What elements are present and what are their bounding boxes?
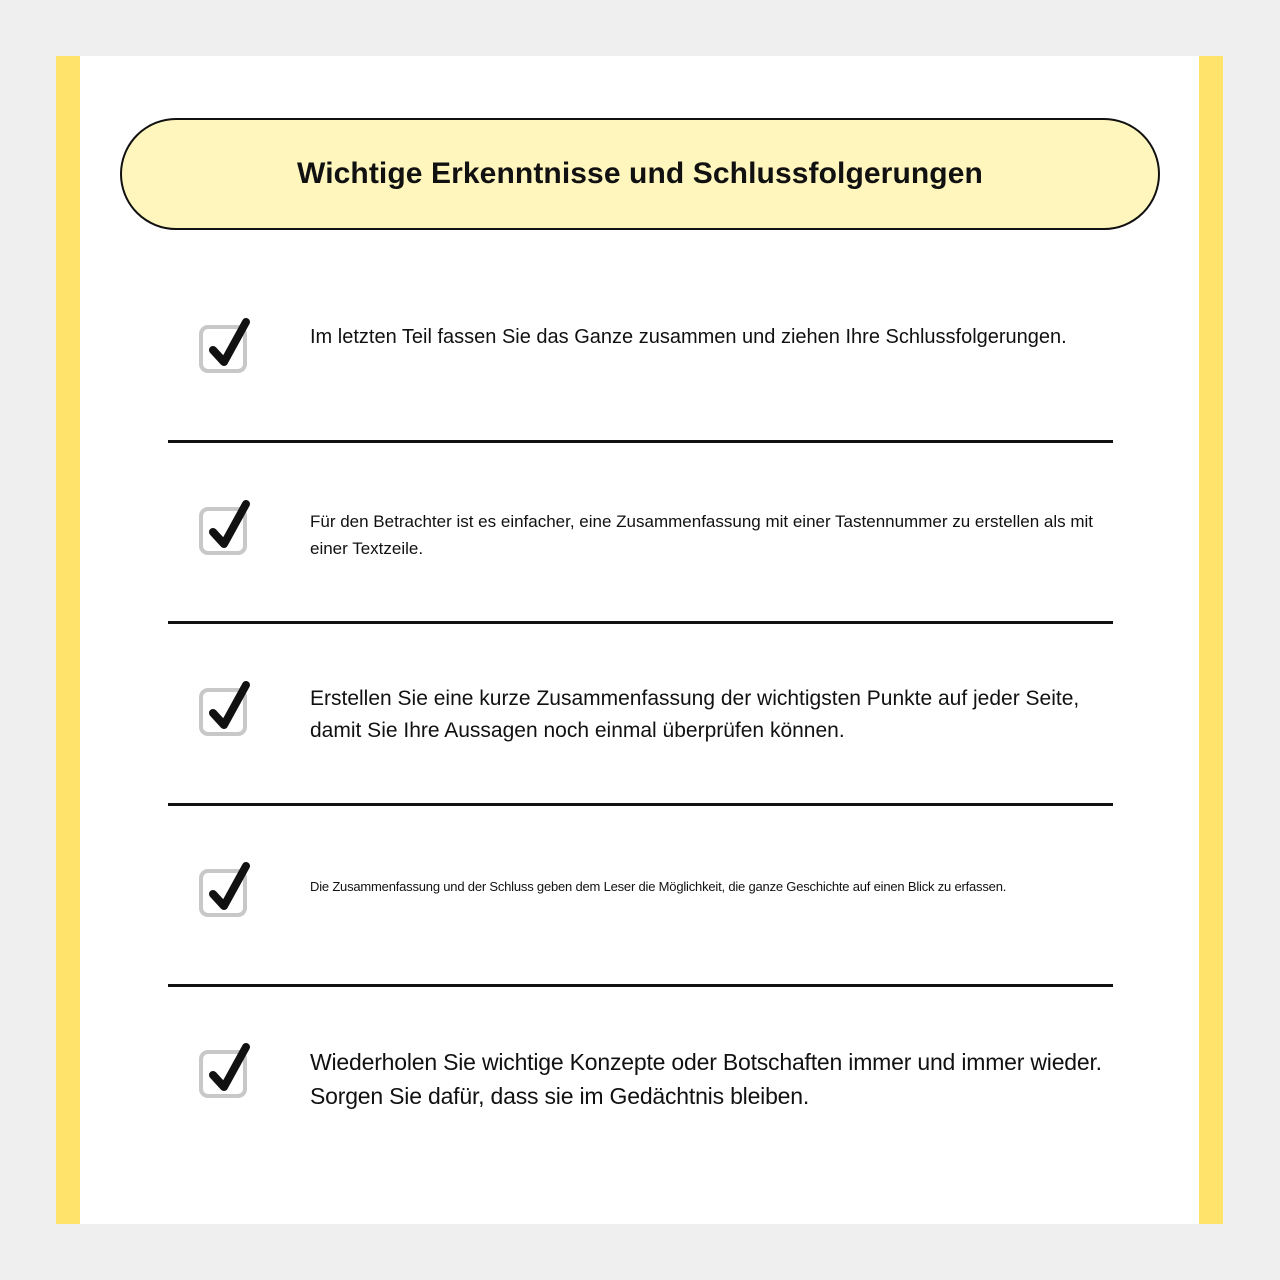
item-text: Im letzten Teil fassen Sie das Ganze zusammen und ziehen Ihre Schlussfolgerungen. — [310, 326, 1067, 348]
checkbox-checked-icon — [198, 1037, 254, 1101]
title-banner — [120, 118, 1160, 230]
list-item — [168, 1019, 1113, 1200]
checkbox-checked-icon — [198, 675, 254, 739]
checkbox-checked-icon — [198, 494, 254, 558]
divider — [168, 803, 1113, 806]
slide-card — [56, 56, 1223, 1224]
divider — [168, 984, 1113, 987]
list-item — [168, 838, 1113, 1019]
divider — [168, 621, 1113, 624]
item-text: Für den Betrachter ist es einfacher, eine Zusammenfassung mit einer Tastennummer zu erstellen als mit einer Textzeile. — [310, 512, 1093, 558]
item-text: Erstellen Sie eine kurze Zusammenfassung der wichtigsten Punkte auf jeder Seite, damit Sie Ihre Aussagen noch einmal überprüfen können. — [310, 687, 1080, 742]
item-text: Die Zusammenfassung und der Schluss geben dem Leser die Möglichkeit, die ganze Geschichte auf einen Blick zu erfassen. — [310, 879, 1007, 894]
checkbox-checked-icon — [198, 312, 254, 376]
right-accent-stripe — [1199, 56, 1223, 1224]
item-text: Wiederholen Sie wichtige Konzepte oder Botschaften immer und immer wieder. Sorgen Sie dafür, dass sie im Gedächtnis bleiben. — [310, 1049, 1102, 1109]
list-item — [168, 294, 1113, 475]
checkbox-checked-icon — [198, 856, 254, 920]
list-item — [168, 476, 1113, 657]
divider — [168, 440, 1113, 443]
page-title: Wichtige Erkenntnisse und Schlussfolgerungen — [297, 157, 983, 190]
list-item — [168, 657, 1113, 838]
left-accent-stripe — [56, 56, 80, 1224]
